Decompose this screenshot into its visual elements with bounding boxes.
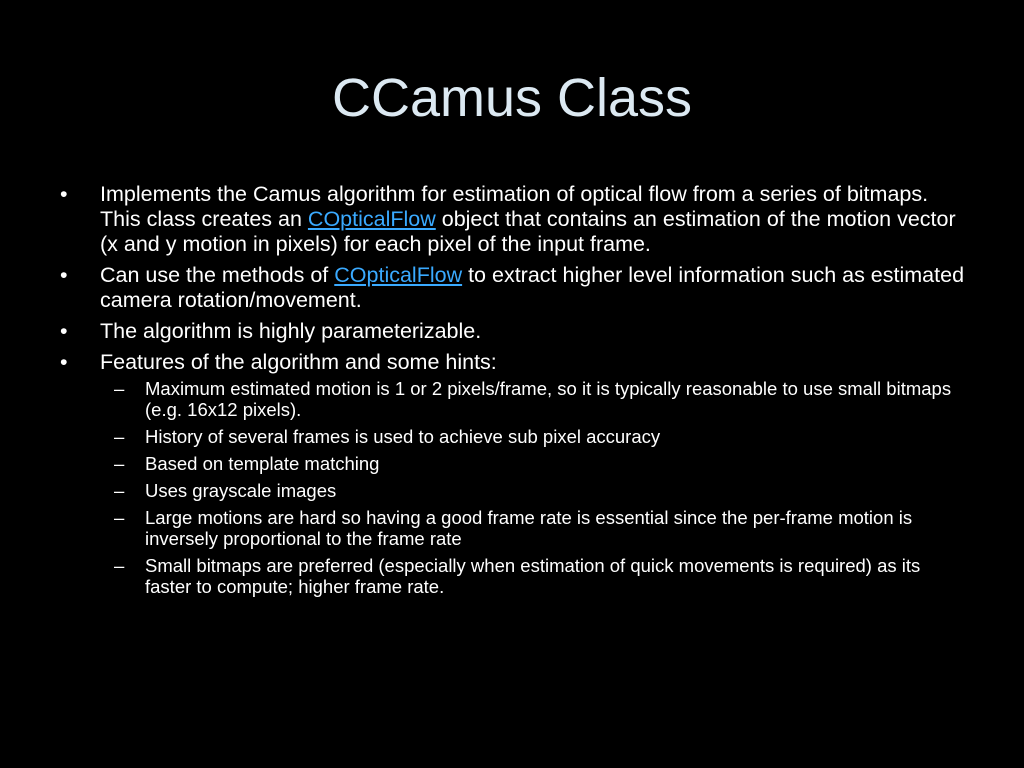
bullet-item (60, 319, 970, 344)
bullet-item (60, 350, 970, 597)
sub-bullet-item (100, 480, 970, 501)
dash-icon: – (114, 426, 125, 447)
bullet-icon: • (60, 182, 68, 206)
sub-bullet-text: History of several frames is used to achieve sub pixel accuracy (145, 426, 661, 447)
bullet-text: Implements the Camus algorithm for estimation of optical flow from a series of bitmaps. This class creates an (100, 182, 929, 231)
bullet-icon: • (60, 319, 68, 343)
dash-icon: – (114, 453, 125, 474)
bullet-item (60, 263, 970, 313)
sub-bullet-item (100, 555, 970, 597)
sub-bullet-item (100, 453, 970, 474)
sub-bullet-text: Large motions are hard so having a good frame rate is essential since the per-frame motion is inversely proportional to the frame rate (145, 507, 913, 549)
sub-bullet-text: Maximum estimated motion is 1 or 2 pixels/frame, so it is typically reasonable to use small bitmaps (e.g. 16x12 pixels). (145, 378, 952, 420)
bullet-item (60, 182, 970, 257)
dash-icon: – (114, 507, 125, 528)
sub-bullet-item (100, 507, 970, 549)
sub-bullet-item (100, 378, 970, 420)
bullet-list (60, 182, 970, 597)
sub-bullet-text: Small bitmaps are preferred (especially when estimation of quick movements is required) as its faster to compute; higher frame rate. (145, 555, 921, 597)
sub-bullet-text: Uses grayscale images (145, 480, 337, 501)
sub-bullet-item (100, 426, 970, 447)
bullet-icon: • (60, 263, 68, 287)
sub-bullet-list (100, 378, 970, 597)
bullet-text: object that contains an estimation of the motion vector (x and y motion in pixels) for each pixel of the input frame. (100, 207, 956, 256)
slide-title: CCamus Class (331, 68, 693, 128)
copticalflow-link[interactable]: COpticalFlow (334, 263, 463, 287)
slide-body (60, 182, 970, 603)
dash-icon: – (114, 555, 125, 576)
bullet-text: Features of the algorithm and some hints: (100, 350, 497, 374)
dash-icon: – (114, 378, 125, 399)
bullet-text: The algorithm is highly parameterizable. (100, 319, 482, 343)
sub-bullet-text: Based on template matching (145, 453, 380, 474)
dash-icon: – (114, 480, 125, 501)
bullet-text: Can use the methods of (100, 263, 335, 287)
bullet-text: to extract higher level information such as estimated camera rotation/movement. (100, 263, 965, 312)
bullet-icon: • (60, 350, 68, 374)
copticalflow-link[interactable]: COpticalFlow (307, 207, 436, 231)
